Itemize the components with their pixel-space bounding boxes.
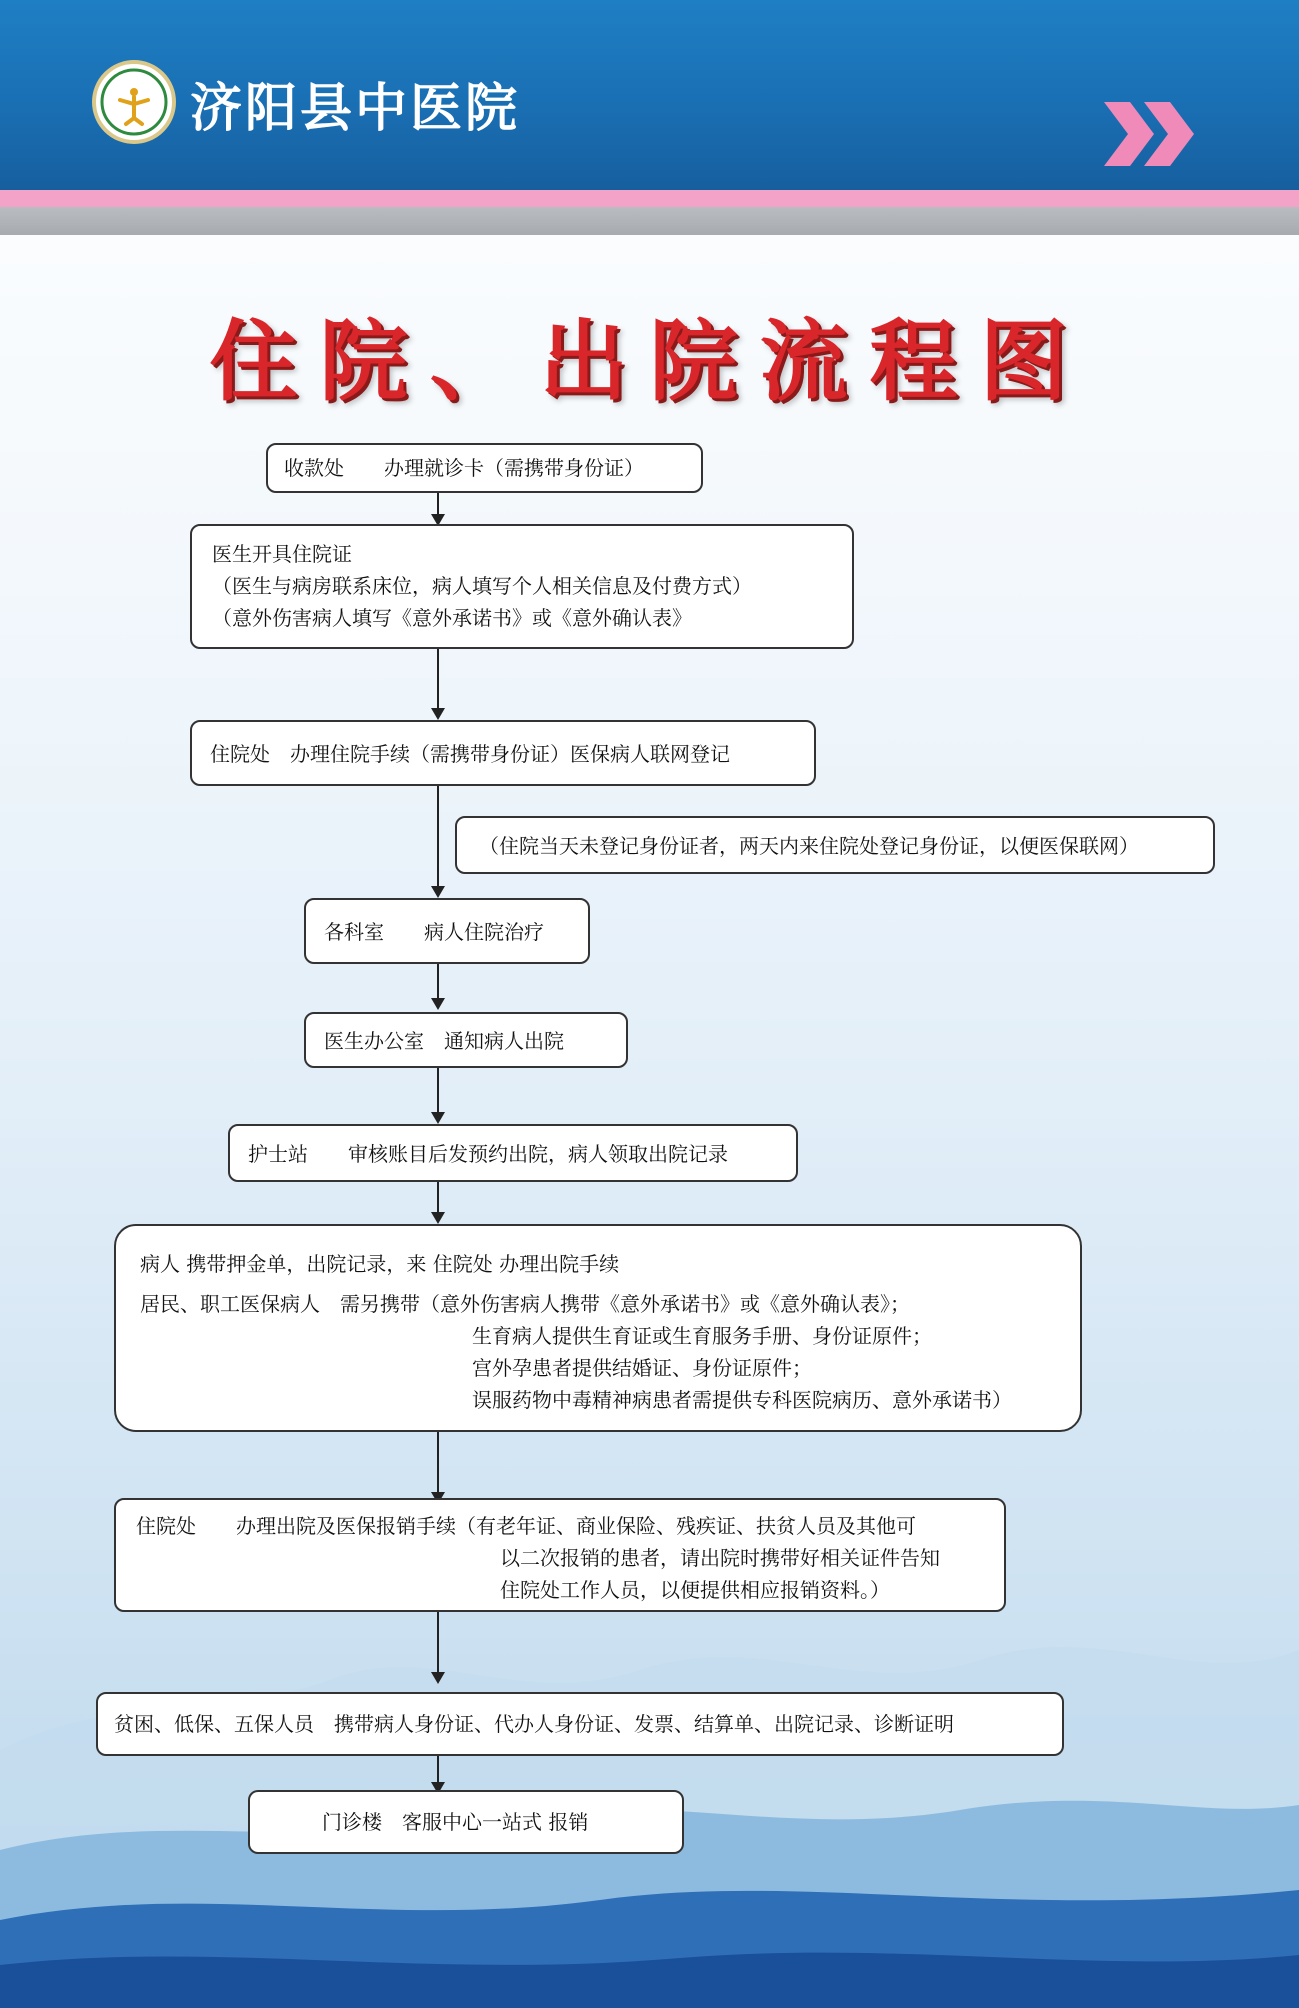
- step-admission-certificate: [190, 524, 854, 649]
- pink-divider: [0, 190, 1299, 207]
- gray-divider: [0, 207, 1299, 235]
- flow-arrowhead: [431, 708, 445, 720]
- step-text: 宫外孕患者提供结婚证、身份证原件；: [472, 1356, 812, 1380]
- double-chevron-right-icon: [1100, 98, 1200, 170]
- hospital-emblem-icon: [92, 60, 176, 144]
- flow-connector: [437, 492, 439, 516]
- step-nurse-station: [228, 1124, 798, 1182]
- step-text: （医生与病房联系床位，病人填写个人相关信息及付费方式）: [212, 574, 752, 598]
- step-insurance-reimbursement: [114, 1498, 1006, 1612]
- step-poverty-documents: [96, 1692, 1064, 1756]
- hospital-name: 济阳县中医院: [190, 79, 521, 139]
- step-department-treatment: [304, 898, 590, 964]
- step-text: 住院处 办理出院及医保报销手续（有老年证、商业保险、残疾证、扶贫人员及其他可: [136, 1514, 916, 1538]
- step-text: 病人 携带押金单，出院记录，来 住院处 办理出院手续: [140, 1252, 620, 1276]
- flow-connector: [437, 1432, 439, 1492]
- step-text: 医生办公室 通知病人出院: [324, 1029, 564, 1053]
- step-text: 居民、职工医保病人 需另携带（意外伤害病人携带《意外承诺书》或《意外确认表》；: [140, 1292, 910, 1316]
- page-title: 住院、出院流程图: [209, 309, 1090, 413]
- note-id-registration: [455, 816, 1215, 874]
- step-text: 贫困、低保、五保人员 携带病人身份证、代办人身份证、发票、结算单、出院记录、诊断证明: [114, 1712, 954, 1736]
- flow-connector: [437, 1756, 439, 1782]
- flow-connector: [437, 964, 439, 998]
- flow-connector: [437, 1182, 439, 1212]
- step-text: （意外伤害病人填写《意外承诺书》或《意外确认表》: [212, 606, 692, 630]
- step-text: 误服药物中毒精神病患者需提供专科医院病历、意外承诺书）: [472, 1388, 1012, 1412]
- step-text: 收款处 办理就诊卡（需携带身份证）: [284, 456, 644, 480]
- flow-arrowhead: [431, 998, 445, 1010]
- step-text: 生育病人提供生育证或生育服务手册、身份证原件；: [472, 1324, 932, 1348]
- step-text: 各科室 病人住院治疗: [324, 920, 544, 944]
- step-doctor-office: [304, 1012, 628, 1068]
- flow-connector: [437, 1612, 439, 1672]
- step-text: 门诊楼 客服中心一站式 报销: [322, 1810, 589, 1834]
- step-text: 护士站 审核账目后发预约出院，病人领取出院记录: [248, 1142, 728, 1166]
- step-text: （住院当天未登记身份证者，两天内来住院处登记身份证，以便医保联网）: [479, 834, 1139, 858]
- step-discharge-procedures: [114, 1224, 1082, 1432]
- step-one-stop-reimbursement: [248, 1790, 684, 1854]
- flow-arrowhead: [431, 886, 445, 898]
- step-text: 住院处 办理住院手续（需携带身份证）医保病人联网登记: [210, 742, 730, 766]
- flow-connector: [437, 648, 439, 708]
- flow-arrowhead: [431, 1672, 445, 1684]
- flow-arrowhead: [431, 1212, 445, 1224]
- step-issue-card: [266, 443, 703, 493]
- flow-connector: [437, 1068, 439, 1112]
- step-text: 医生开具住院证: [212, 542, 352, 566]
- step-admission-registration: [190, 720, 816, 786]
- step-text: 以二次报销的患者，请出院时携带好相关证件告知: [500, 1546, 940, 1570]
- step-text: 住院处工作人员，以便提供相应报销资料。）: [500, 1578, 890, 1602]
- flow-arrowhead: [431, 1112, 445, 1124]
- flow-connector: [437, 786, 439, 886]
